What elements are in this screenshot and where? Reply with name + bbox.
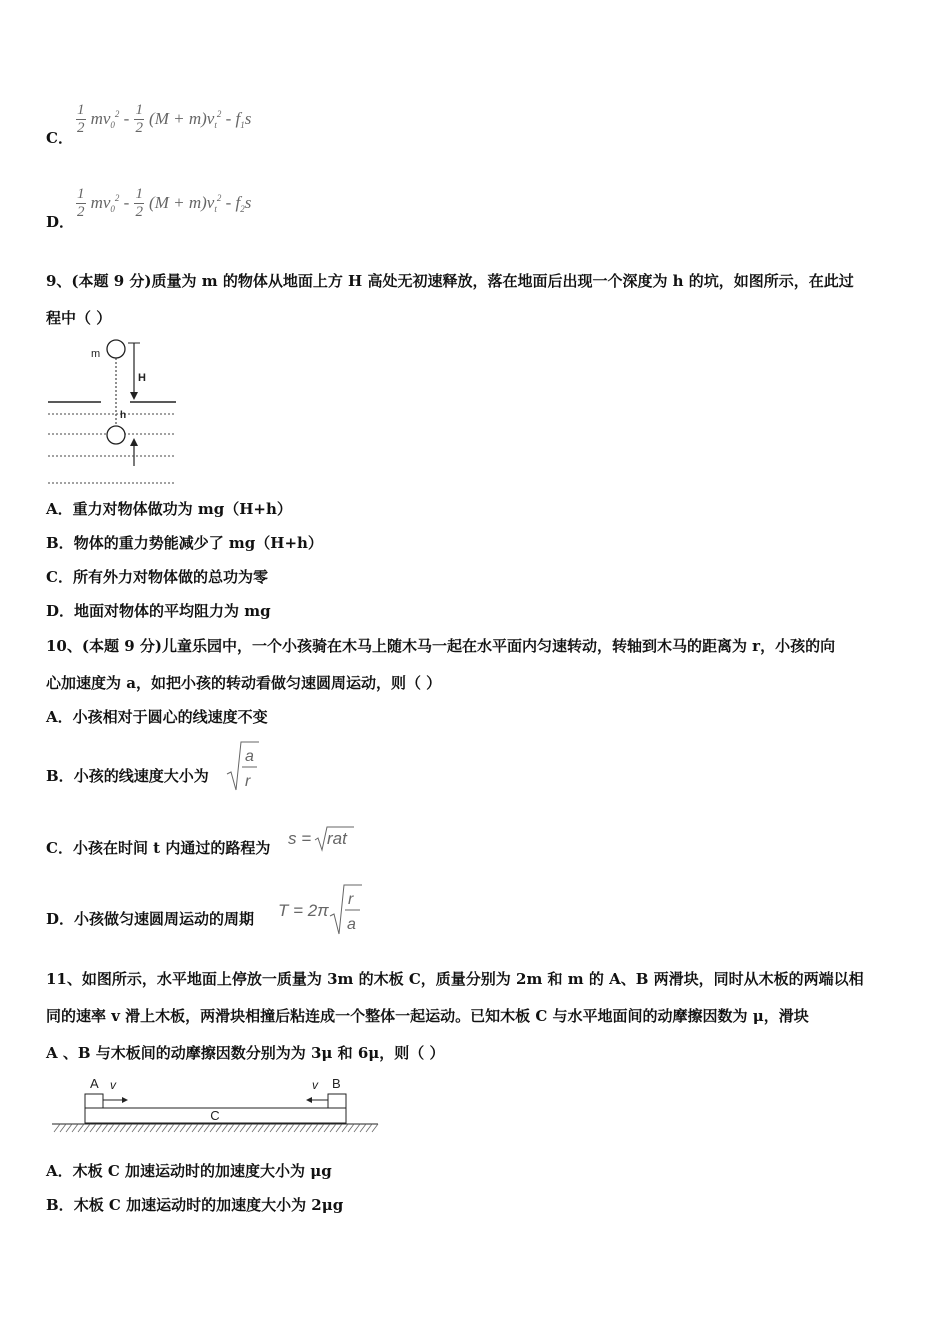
q10-option-b: B．小孩的线速度大小为	[46, 767, 209, 785]
q8-option-c-formula: $\frac{1}{2}$ $mv_0^2$ - $\frac{1}{2}$ $(M + m)v_t^2 - f_1s$	[77, 102, 252, 136]
q8-option-d-formula: $\frac{1}{2}$ $mv_0^2$ - $\frac{1}{2}$ $(M + m)v_t^2 - f_2s$	[77, 186, 252, 220]
fig-label-B: B	[332, 1076, 341, 1091]
q10-option-a: A．小孩相对于圆心的线速度不变	[46, 708, 268, 726]
ball-top	[107, 340, 125, 358]
fig-label-A: A	[90, 1076, 99, 1091]
ball-bottom	[107, 426, 125, 444]
q9-stem-line2: 程中（ ）	[46, 309, 112, 327]
q10-stem-line1: 10、(本题 9 分)儿童乐园中，一个小孩骑在木马上随木马一起在水平面内匀速转动，转轴到木马的距离为 r，小孩的向	[46, 637, 836, 655]
svg-text:a: a	[347, 916, 356, 933]
fig-label-H: H	[138, 372, 146, 384]
fig-label-C: C	[210, 1108, 220, 1123]
svg-text:rat: rat	[327, 829, 347, 848]
q11-stem-line3: A 、B 与木板间的动摩擦因数分别为为 3μ 和 6μ，则（ ）	[46, 1044, 445, 1062]
q8-option-c: C．	[46, 129, 73, 147]
q9-option-a: A．重力对物体做功为 mg（H+h）	[46, 500, 292, 518]
q10-c-formula	[288, 824, 358, 852]
arrow-head	[130, 392, 138, 400]
q10-d-formula	[278, 882, 368, 938]
q11-stem-line1: 11、如图所示，水平地面上停放一质量为 3m 的木板 C，质量分别为 2m 和 m 的 A、B 两滑块，同时从木板的两端以相	[46, 970, 864, 988]
fig-label-m: m	[91, 348, 101, 360]
ground-hatch	[54, 1124, 378, 1132]
q10-option-d: D．小孩做匀速圆周运动的周期	[46, 910, 255, 928]
q11-option-a: A．木板 C 加速运动时的加速度大小为 μg	[46, 1162, 332, 1180]
block-B	[328, 1094, 346, 1108]
q11-option-b: B．木板 C 加速运动时的加速度大小为 2μg	[46, 1196, 344, 1214]
q10-option-c: C．小孩在时间 t 内通过的路程为	[46, 839, 271, 857]
q10-stem-line2: 心加速度为 a，如把小孩的转动看做匀速圆周运动，则（ ）	[46, 674, 442, 692]
q10-b-formula	[225, 740, 261, 794]
half-fraction: $\frac{1}{2}$	[77, 102, 85, 136]
svg-text:r: r	[348, 891, 354, 908]
q9-option-d: D．地面对物体的平均阻力为 mg	[46, 602, 271, 620]
q9-option-b: B．物体的重力势能减少了 mg（H+h）	[46, 534, 323, 552]
q9-figure	[46, 336, 181, 491]
svg-text:r: r	[245, 773, 251, 790]
q11-figure	[50, 1075, 380, 1135]
q9-option-c: C．所有外力对物体做的总功为零	[46, 568, 268, 586]
sqrt-sign	[227, 742, 259, 790]
block-A	[85, 1094, 103, 1108]
fig-label-h: h	[120, 410, 127, 421]
q11-stem-line2: 同的速率 v 滑上木板，两滑块相撞后粘连成一个整体一起运动。已知木板 C 与水平地面间的动摩擦因数为 μ，滑块	[46, 1007, 809, 1025]
svg-text:T = 2π: T = 2π	[278, 901, 329, 920]
q8-option-d: D．	[46, 213, 75, 231]
q9-stem-line1: 9、(本题 9 分)质量为 m 的物体从地面上方 H 高处无初速释放，落在地面后出现一个深度为 h 的坑，如图所示，在此过	[46, 272, 854, 290]
fig-label-v2: v	[312, 1078, 318, 1092]
fig-label-v1: v	[110, 1078, 116, 1092]
svg-text:a: a	[245, 748, 254, 765]
svg-text:s =: s =	[288, 829, 312, 848]
